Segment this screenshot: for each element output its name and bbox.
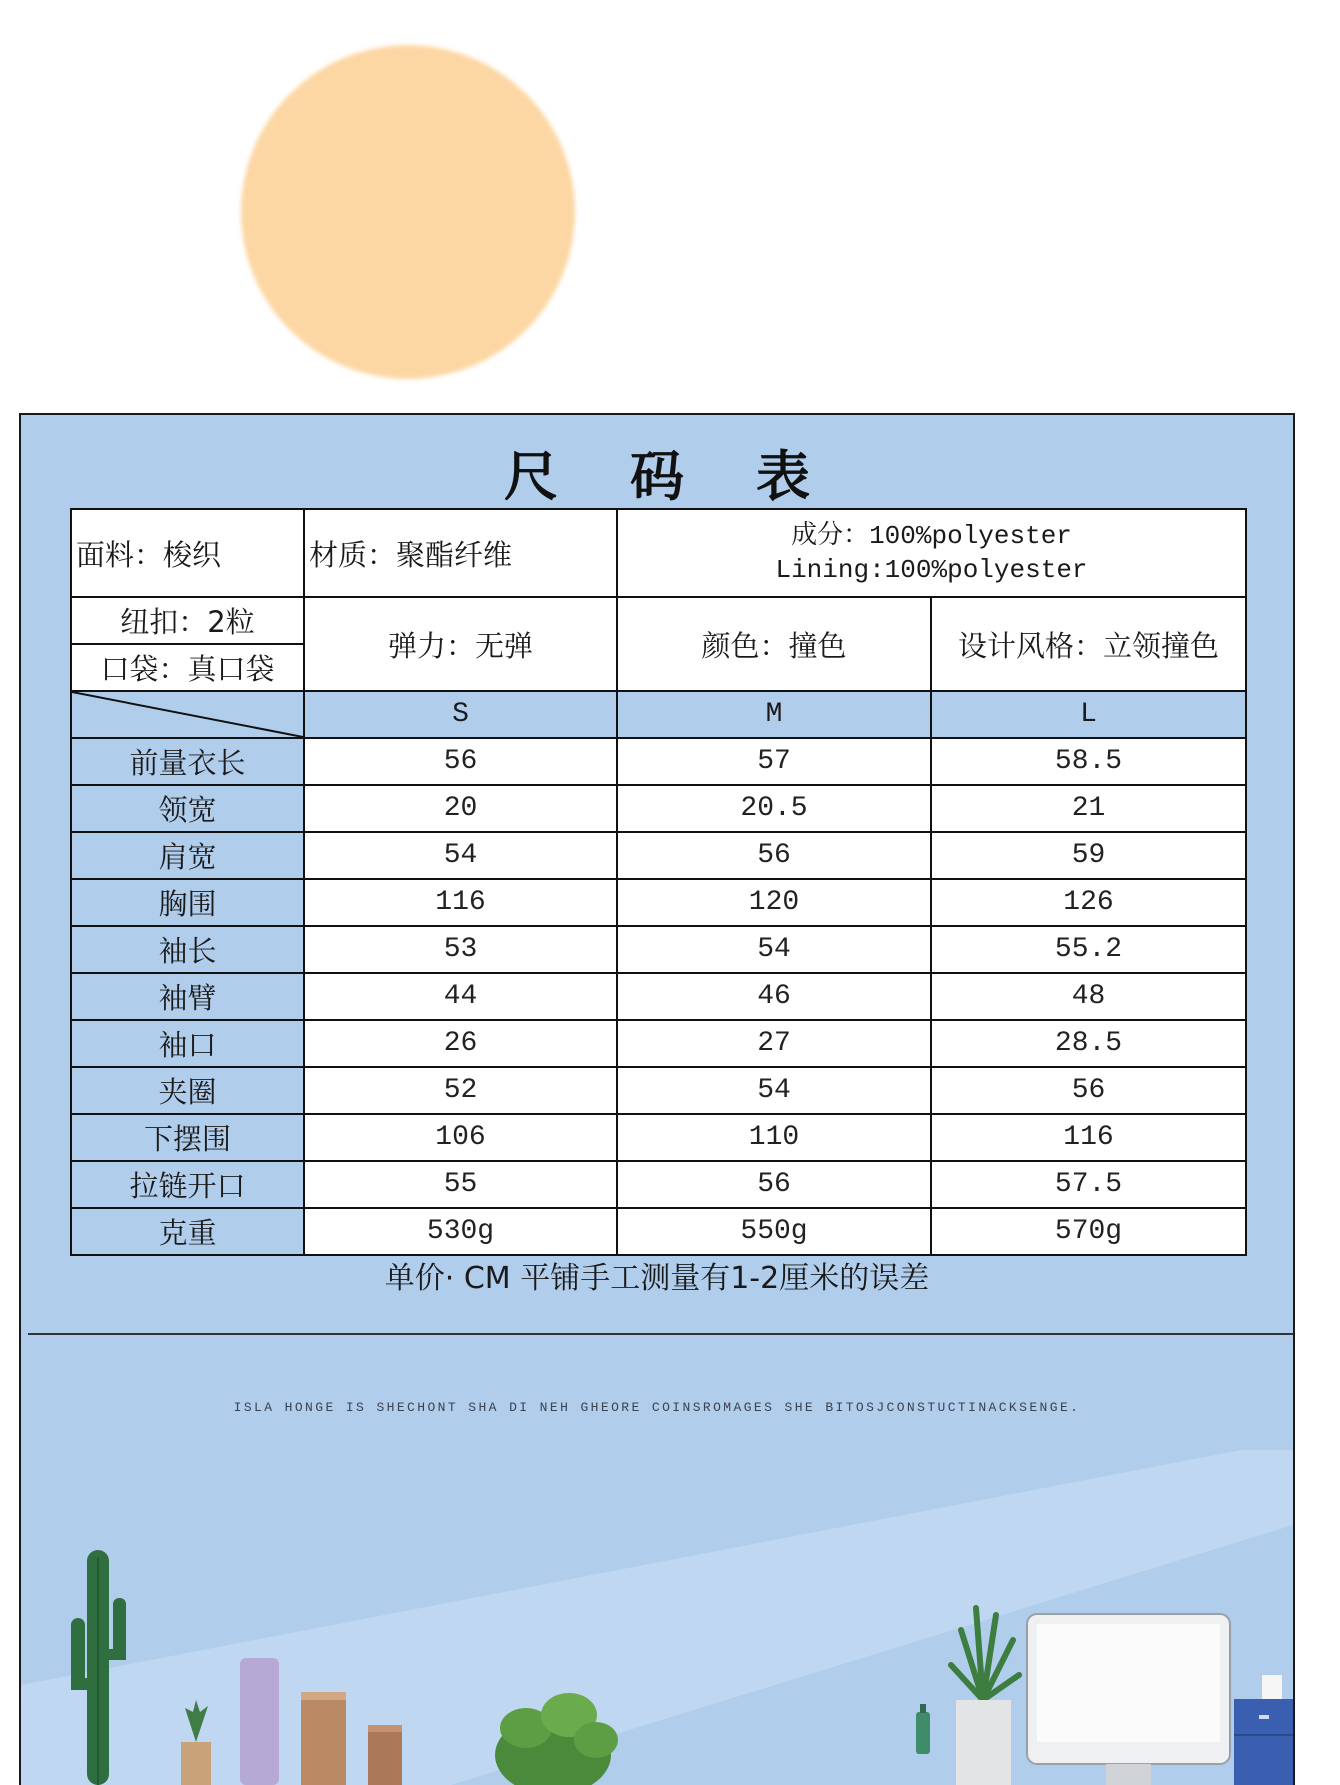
page-title: 尺码表	[504, 444, 882, 508]
value-l: 126	[931, 879, 1246, 926]
value-m: 110	[617, 1114, 931, 1161]
value-m: 120	[617, 879, 931, 926]
table-row	[71, 879, 1246, 926]
material-cell: 材质：聚酯纤维	[304, 509, 617, 597]
value-m: 550g	[617, 1208, 931, 1255]
pocket-cell: 口袋：真口袋	[71, 644, 304, 691]
table-row	[71, 1161, 1246, 1208]
composition-text: 成分：100%polyester	[791, 521, 1072, 551]
value-m: 57	[617, 738, 931, 785]
room-scene-illustration	[21, 1450, 1293, 1785]
diagonal-line	[72, 692, 303, 737]
value-s: 55	[304, 1161, 617, 1208]
value-s: 44	[304, 973, 617, 1020]
lining-text: Lining:100%polyester	[775, 555, 1088, 585]
row-label: 拉链开口	[71, 1161, 304, 1208]
table-row	[71, 973, 1246, 1020]
value-l: 58.5	[931, 738, 1246, 785]
row-label: 肩宽	[71, 832, 304, 879]
table-row	[71, 1114, 1246, 1161]
value-s: 116	[304, 879, 617, 926]
value-s: 106	[304, 1114, 617, 1161]
divider	[28, 1333, 1293, 1335]
row-label: 下摆围	[71, 1114, 304, 1161]
size-m-header: M	[617, 691, 931, 738]
value-l: 55.2	[931, 926, 1246, 973]
row-label: 胸围	[71, 879, 304, 926]
value-l: 48	[931, 973, 1246, 1020]
caption-text: ISLA HONGE IS SHECHONT SHA DI NEH GHEORE COINSROMAGES SHE BITOSJCONSTUCTINACKSENGE.	[233, 1400, 1081, 1415]
measurement-note: 单价· CM 平铺手工测量有1-2厘米的误差	[384, 1261, 930, 1296]
corner-cell	[71, 691, 304, 738]
table-row	[71, 1067, 1246, 1114]
row-label: 克重	[71, 1208, 304, 1255]
table-row	[71, 926, 1246, 973]
value-l: 116	[931, 1114, 1246, 1161]
value-s: 26	[304, 1020, 617, 1067]
sun-decoration	[241, 45, 575, 379]
vase-icon	[240, 1658, 279, 1785]
value-m: 54	[617, 1067, 931, 1114]
table-row	[71, 785, 1246, 832]
box-icon	[368, 1725, 402, 1785]
composition-cell	[617, 509, 1246, 597]
row-label: 袖长	[71, 926, 304, 973]
value-m: 54	[617, 926, 931, 973]
size-chart-table	[70, 508, 1247, 1256]
value-m: 46	[617, 973, 931, 1020]
monitor-icon	[1027, 1614, 1230, 1785]
value-s: 53	[304, 926, 617, 973]
cup-icon	[1262, 1675, 1282, 1699]
potted-plant-icon	[951, 1608, 1019, 1785]
size-header-row	[71, 691, 1246, 738]
value-m: 27	[617, 1020, 931, 1067]
value-s: 20	[304, 785, 617, 832]
info-row-2a	[71, 597, 1246, 644]
value-s: 54	[304, 832, 617, 879]
value-l: 28.5	[931, 1020, 1246, 1067]
row-label: 前量衣长	[71, 738, 304, 785]
value-s: 56	[304, 738, 617, 785]
row-label: 夹圈	[71, 1067, 304, 1114]
value-m: 20.5	[617, 785, 931, 832]
value-l: 56	[931, 1067, 1246, 1114]
box-icon	[301, 1692, 346, 1785]
value-l: 57.5	[931, 1161, 1246, 1208]
size-s-header: S	[304, 691, 617, 738]
table-row	[71, 738, 1246, 785]
buttons-cell: 纽扣：2粒	[71, 597, 304, 644]
fabric-cell: 面料：梭织	[71, 509, 304, 597]
color-cell: 颜色：撞色	[617, 597, 931, 691]
value-l: 21	[931, 785, 1246, 832]
table-row	[71, 1208, 1246, 1255]
table-row	[71, 832, 1246, 879]
value-m: 56	[617, 832, 931, 879]
value-l: 59	[931, 832, 1246, 879]
value-l: 570g	[931, 1208, 1246, 1255]
size-l-header: L	[931, 691, 1246, 738]
value-s: 530g	[304, 1208, 617, 1255]
info-row-1	[71, 509, 1246, 597]
value-m: 56	[617, 1161, 931, 1208]
elasticity-cell: 弹力：无弹	[304, 597, 617, 691]
row-label: 领宽	[71, 785, 304, 832]
row-label: 袖口	[71, 1020, 304, 1067]
table-row	[71, 1020, 1246, 1067]
row-label: 袖臂	[71, 973, 304, 1020]
style-cell: 设计风格：立领撞色	[931, 597, 1246, 691]
bottle-icon	[916, 1704, 930, 1754]
value-s: 52	[304, 1067, 617, 1114]
cabinet-icon	[1234, 1699, 1293, 1785]
